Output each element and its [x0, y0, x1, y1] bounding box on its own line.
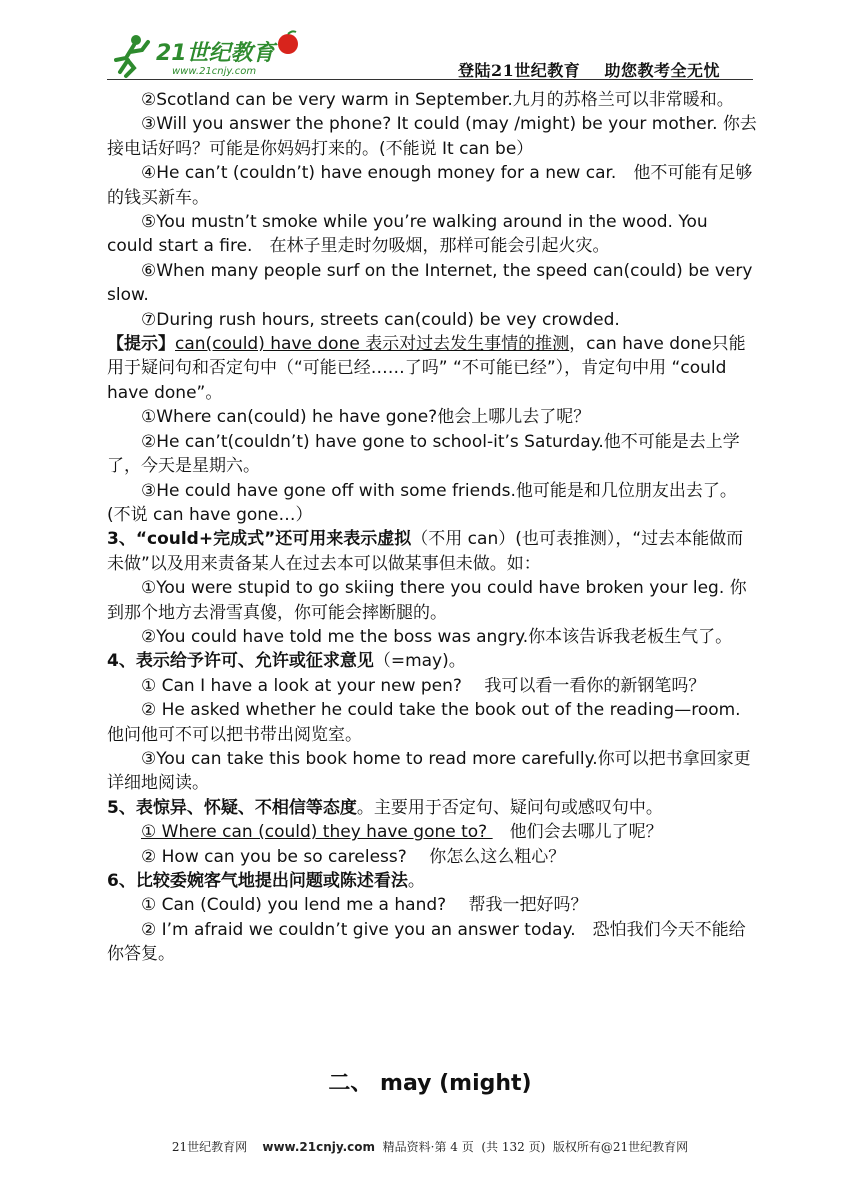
heading-bold: 4、表示给予许可、允许或征求意见	[107, 651, 374, 672]
section-heading-3	[107, 527, 757, 576]
heading-text: （=may)。	[373, 651, 466, 672]
example-line: ③Will you answer the phone? It could (may /might) be your mother. 你去接电话好吗？可能是你妈妈打来的。(不能说 It can be）	[107, 114, 757, 159]
document-body	[107, 88, 757, 967]
example-line: ① Can I have a look at your new pen? 我可以看一看你的新钢笔吗？	[141, 675, 706, 696]
example-line: ② He asked whether he could take the book out of the reading—room. 他问他可不可以把书带出阅览室。	[107, 700, 758, 745]
logo-text: 21世纪教育	[156, 41, 275, 66]
header-divider	[107, 79, 753, 80]
underlined-example: ① Where can (could) they have gone to?	[141, 822, 493, 843]
example-line: ②You could have told me the boss was angry.你本该告诉我老板生气了。	[141, 626, 733, 647]
footer-site-link[interactable]: www.21cnjy.com	[262, 1140, 376, 1154]
example-line: ⑤You mustn’t smoke while you’re walking around in the wood. You could start a fire. 在林子里走时勿吸烟，那样可能会引起火灾。	[107, 212, 708, 257]
example-line: ⑥When many people surf on the Internet, the speed can(could) be very slow.	[107, 260, 753, 306]
tip-paragraph	[107, 332, 757, 405]
section-heading-5	[107, 796, 757, 820]
example-line: ② How can you be so careless? 你怎么这么粗心？	[141, 846, 566, 867]
heading-bold: 5、表惊异、怀疑、不相信等态度	[107, 797, 357, 818]
runner-icon	[116, 35, 148, 76]
section-heading-4	[107, 649, 757, 673]
example-line: ③You can take this book home to read more carefully.你可以把书拿回家更详细地阅读。	[107, 748, 751, 794]
example-line: ⑦During rush hours, streets can(could) be vey crowded.	[141, 309, 620, 330]
tip-underlined-text: can(could) have done 表示对过去发生事情的推测	[175, 334, 570, 355]
tip-label: 【提示】	[107, 334, 175, 355]
example-line	[107, 820, 757, 844]
tip-text: ，can have done只能用于疑问句和否定句中（“可能已经……了吗” “不可能已经”），肯定句中用 “could have done”。	[107, 334, 746, 403]
header-slogan: 登陆21世纪教育 助您教考全无忧	[458, 61, 721, 80]
example-line: ②He can’t(couldn’t) have gone to school-it’s Saturday.他不可能是去上学了，今天是星期六。	[107, 431, 740, 477]
example-line: ①You were stupid to go skiing there you could have broken your leg. 你到那个地方去滑雪真傻，你可能会摔断腿的。	[107, 578, 747, 623]
heading-bold: 3、“could+完成式”还可用来表示虚拟	[107, 529, 412, 550]
translation: 他们会去哪儿了呢？	[492, 822, 663, 843]
heading-text: 。主要用于否定句、疑问句或感叹句中。	[356, 797, 663, 818]
footer-page-info: 精品资料·第 4 页 (共 132 页) 版权所有@21世纪教育网	[382, 1140, 689, 1154]
logo-url: www.21cnjy.com	[172, 66, 257, 77]
heading-text: 。	[407, 871, 425, 891]
heading-bold: 6、比较委婉客气地提出问题或陈述看法	[107, 871, 408, 891]
footer-left: 21世纪教育网	[171, 1140, 248, 1154]
example-line: ③He could have gone off with some friends.他可能是和几位朋友出去了。(不说 can have gone…）	[107, 480, 737, 525]
section-title: 二、 may (might)	[328, 1071, 532, 1096]
example-line: ①Where can(could) he have gone?他会上哪儿去了呢？	[141, 407, 591, 428]
heading-text: （不用 can）(也可表推测），“过去本能做而未做”以及用来责备某人在过去本可以做某事但未做。如：	[107, 529, 744, 574]
example-line: ②Scotland can be very warm in September.九月的苏格兰可以非常暖和。	[141, 90, 734, 110]
21cnjy-logo	[112, 30, 312, 80]
example-line: ④He can’t (couldn’t) have enough money for a new car. 他不可能有足够的钱买新车。	[107, 163, 753, 208]
section-heading-6	[107, 869, 757, 893]
page-footer	[0, 1138, 860, 1155]
page-header	[0, 0, 860, 84]
example-line: ① Can (Could) you lend me a hand? 帮我一把好吗？	[141, 895, 588, 916]
apple-icon	[278, 31, 298, 54]
example-line: ② I’m afraid we couldn’t give you an answer today. 恐怕我们今天不能给你答复。	[107, 919, 746, 965]
